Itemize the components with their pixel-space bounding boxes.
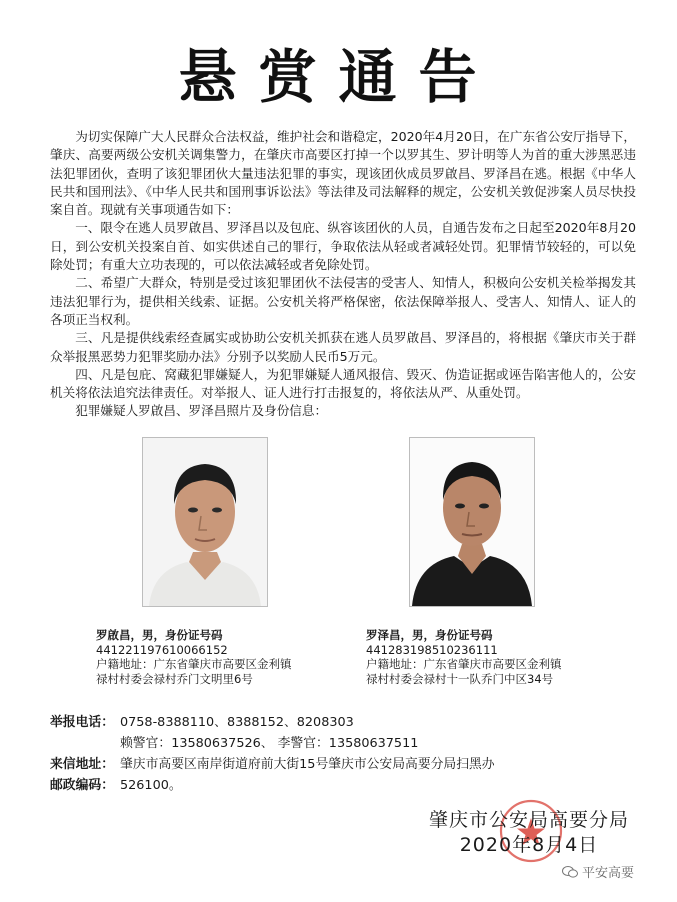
phone-values: 0758-8388110、8388152、8208303 [120,715,354,730]
paragraph-item-1: 一、限令在逃人员罗啟昌、罗泽昌以及包庇、纵容该团伙的人员，自通告发布之日起至2020年8月20日，到公安机关投案自首、如实供述自己的罪行，争取依法从轻或者减轻处罚。犯罪情节较轻的，可以免除处罚；有重大立功表现的，可以依法减轻或者免除处罚。 [50,220,636,273]
signature-block [429,808,629,858]
suspect-address-line: 禄村村委会禄村十一队乔门中区34号 [366,671,554,686]
watermark-text: 平安高要 [582,866,635,881]
watermark [562,862,634,881]
officer-phones: 赖警官：13580637526、 李警官：13580637511 [120,736,419,751]
suspect-name-line: 罗啟昌，男，身份证号码 [96,628,223,642]
suspect-photo-2 [409,437,535,607]
paragraph-item-3: 三、凡是提供线索经查属实或协助公安机关抓获在逃人员罗啟昌、罗泽昌的，将根据《肇庆市关于群众举报黑恶势力犯罪奖励办法》分别予以奖励人民币5万元。 [50,330,636,364]
suspect-id-number: 441283198510236111 [366,642,498,657]
suspect-info-2 [366,628,616,686]
postcode-value: 526100。 [120,778,182,793]
notice-body [50,128,636,421]
issue-date: 2020年8月4日 [459,834,599,856]
wechat-icon [562,866,578,878]
paragraph-intro: 为切实保障广大人民群众合法权益，维护社会和谐稳定，2020年4月20日，在广东省公安厅指导下，肇庆、高要两级公安机关调集警力，在肇庆市高要区打掉一个以罗其生、罗计明等人为首的重大涉黑恶违法犯罪团伙，查明了该犯罪团伙大量违法犯罪的事实，现该团伙成员罗啟昌、罗泽昌在逃。根据《中华人民共和国刑法》、《中华人民共和国刑事诉讼法》等法律及司法解释的规定，公安机关敦促涉案人员尽快投案自首。现就有关事项通告如下： [50,129,636,218]
issuing-org: 肇庆市公安局高要分局 [428,809,629,831]
address-label: 来信地址： [50,757,114,772]
suspect-address-line: 户籍地址：广东省肇庆市高要区金利镇 [96,657,292,671]
paragraph-item-2: 二、希望广大群众，特别是受过该犯罪团伙不法侵害的受害人、知情人，积极向公安机关检举揭发其违法犯罪行为，提供相关线索、证据。公安机关将严格保密，依法保障举报人、受害人、知情人、证人的各项正当权利。 [50,275,636,327]
postcode-label: 邮政编码： [50,778,114,793]
suspect-id-number: 441221197610066152 [96,642,228,657]
paragraph-photo-intro: 犯罪嫌疑人罗啟昌、罗泽昌照片及身份信息： [75,403,328,419]
paragraph-item-4: 四、凡是包庇、窝藏犯罪嫌疑人，为犯罪嫌疑人通风报信、毁灭、伪造证据或诬告陷害他人的，公安机关将依法追究法律责任。对举报人、证人进行打击报复的，将依法从严、从重处罚。 [50,366,636,401]
suspect-name-line: 罗泽昌，男，身份证号码 [366,628,493,642]
suspect-address-line: 禄村村委会禄村乔门文明里6号 [96,671,253,686]
suspect-photo-1 [142,437,268,607]
suspect-info-1 [96,628,326,686]
notice-title: 悬赏通告 [178,43,499,111]
suspect-address-line: 户籍地址：广东省肇庆市高要区金利镇 [366,657,562,671]
phone-label: 举报电话： [50,715,114,730]
contact-info [50,712,610,796]
address-value: 肇庆市高要区南岸街道府前大街15号肇庆市公安局高要分局扫黑办 [120,757,495,772]
